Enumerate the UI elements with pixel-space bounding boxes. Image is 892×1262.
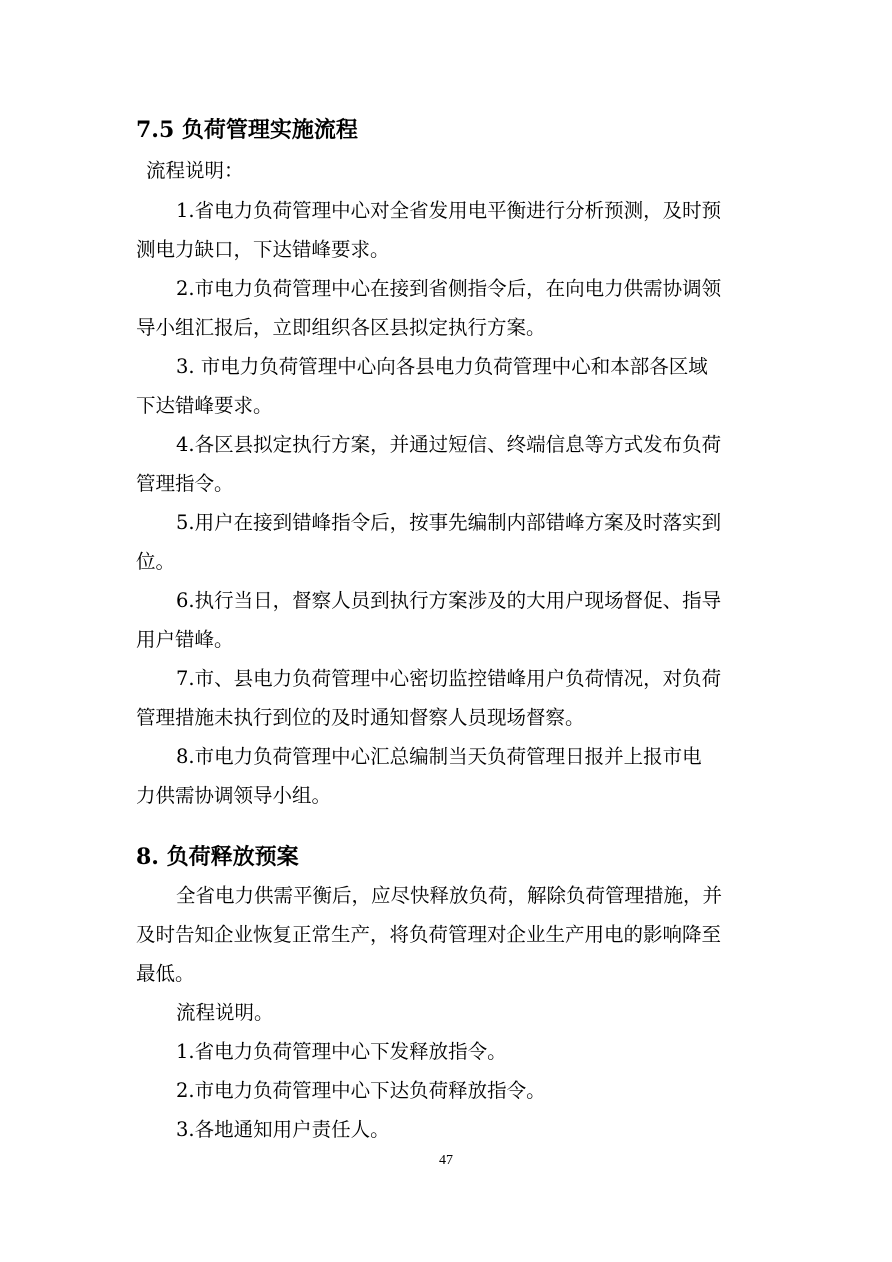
step-6-line-1: 6.执行当日，督察人员到执行方案涉及的大用户现场督促、指导 — [176, 589, 722, 612]
page-number: 47 — [439, 1153, 453, 1168]
step-5-line-1: 5.用户在接到错峰指令后，按事先编制内部错峰方案及时落实到 — [176, 511, 722, 534]
flow-description-label: 流程说明： — [146, 159, 244, 182]
step-5-line-2: 位。 — [136, 550, 176, 573]
step-1-line-1: 1.省电力负荷管理中心对全省发用电平衡进行分析预测，及时预 — [176, 199, 722, 222]
section-heading: 8. 负荷释放预案 — [136, 844, 299, 870]
release-paragraph-line-2: 及时告知企业恢复正常生产，将负荷管理对企业生产用电的影响降至 — [136, 923, 722, 946]
section-heading: 7.5 负荷管理实施流程 — [136, 117, 358, 143]
step-2-line-2: 导小组汇报后，立即组织各区县拟定执行方案。 — [136, 316, 546, 339]
flow-description-label: 流程说明。 — [176, 1001, 274, 1024]
release-step-3: 3.各地通知用户责任人。 — [176, 1118, 390, 1141]
step-7-line-1: 7.市、县电力负荷管理中心密切监控错峰用户负荷情况，对负荷 — [176, 667, 722, 690]
step-6-line-2: 用户错峰。 — [136, 628, 234, 651]
step-3-line-1: 3. 市电力负荷管理中心向各县电力负荷管理中心和本部各区域 — [176, 355, 708, 378]
step-4-line-1: 4.各区县拟定执行方案，并通过短信、终端信息等方式发布负荷 — [176, 433, 722, 456]
release-paragraph-line-1: 全省电力供需平衡后，应尽快释放负荷，解除负荷管理措施，并 — [176, 884, 723, 907]
step-7-line-2: 管理措施未执行到位的及时通知督察人员现场督察。 — [136, 706, 585, 729]
step-4-line-2: 管理指令。 — [136, 472, 234, 495]
step-8-line-1: 8.市电力负荷管理中心汇总编制当天负荷管理日报并上报市电 — [176, 745, 702, 768]
release-step-2: 2.市电力负荷管理中心下达负荷释放指令。 — [176, 1079, 546, 1102]
release-step-1: 1.省电力负荷管理中心下发释放指令。 — [176, 1040, 507, 1063]
step-8-line-2: 力供需协调领导小组。 — [136, 784, 332, 807]
step-3-line-2: 下达错峰要求。 — [136, 394, 273, 417]
step-1-line-2: 测电力缺口，下达错峰要求。 — [136, 238, 390, 261]
step-2-line-1: 2.市电力负荷管理中心在接到省侧指令后，在向电力供需协调领 — [176, 277, 722, 300]
release-paragraph-line-3: 最低。 — [136, 962, 195, 985]
